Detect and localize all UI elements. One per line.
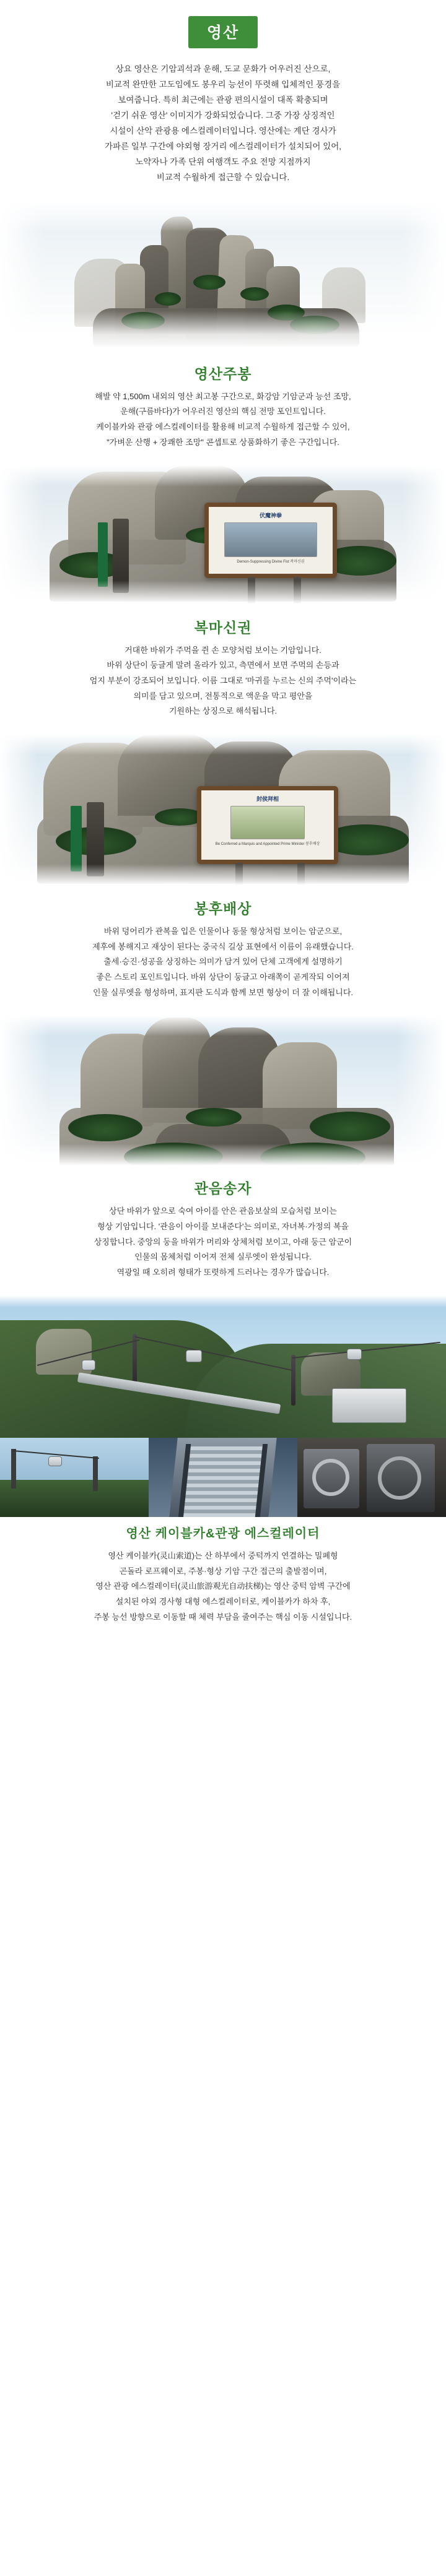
body-line: 제후에 봉해지고 재상이 된다는 중국식 길상 표현에서 이름이 유래했습니다. [92, 941, 354, 951]
photo-escalator-machinery [297, 1438, 446, 1517]
page-title-banner [0, 0, 446, 52]
intro-line: 비교적 수월하게 접근할 수 있습니다. [156, 172, 290, 182]
section-heading-gwaneum: 관음송자 [194, 1180, 252, 1197]
section-body-cable-car [0, 1549, 446, 1640]
photo-cableway-line [0, 1438, 149, 1517]
body-line: "가벼운 산행 + 장쾌한 조망" 콘셉트로 상품화하기 좋은 구간입니다. [107, 437, 339, 447]
section-heading-cable-car: 영산 케이블카&관광 에스컬레이터 [126, 1526, 320, 1541]
intro-line: 노약자나 가족 단위 여행객도 주요 전망 지점까지 [135, 157, 311, 166]
info-signboard-boksa [204, 503, 337, 578]
body-line: 기원하는 상징으로 해석됩니다. [168, 706, 278, 716]
intro-line: 상요 영산은 기암괴석과 운해, 도교 문화가 어우러진 산으로, [115, 64, 331, 74]
intro-line: '걷기 쉬운 영산' 이미지가 강화되었습니다. 그중 가장 상징적인 [111, 110, 335, 120]
intro-line: 비교적 완만한 고도임에도 봉우리 능선이 뚜렷해 입체적인 풍경을 [105, 79, 341, 89]
signboard-photo [224, 522, 317, 557]
body-line: 주봉 능선 방향으로 이동할 때 체력 부담을 줄여주는 핵심 이동 시설입니다. [94, 1612, 352, 1622]
photo-bonghwa [0, 734, 446, 889]
signboard-title: 伏魔神拳 [259, 512, 282, 519]
cableway-pylon [291, 1355, 295, 1406]
body-line: 영산 관광 에스컬레이터(灵山旅游观光自动扶梯)는 영산 중턱 암벽 구간에 [95, 1581, 351, 1591]
body-line: 출세·승진·성공을 상징하는 의미가 담겨 있어 단체 고객에게 설명하기 [103, 957, 343, 967]
cable-car-cabin [347, 1349, 362, 1360]
footer-spacer [0, 1640, 446, 1656]
cable-car-cabin [82, 1360, 95, 1370]
section-body-gwaneum [0, 1204, 446, 1295]
photo-gwaneum [0, 1015, 446, 1169]
intro-line: 시설이 산악 관광용 에스컬레이터입니다. 영산에는 계단 경사가 [110, 126, 336, 136]
body-line: 의미를 담고 있으며, 전통적으로 액운을 막고 평안을 [133, 691, 313, 701]
body-line: 해발 약 1,500m 내외의 영산 최고봉 구간으로, 화강암 기암군과 능선 조망, [95, 391, 351, 401]
body-line: 상단 바위가 앞으로 숙여 아이를 안은 관음보살의 모습처럼 보이는 [109, 1206, 337, 1216]
signboard-photo [230, 806, 305, 839]
body-line: 상징합니다. 중앙의 둥을 바위가 머리와 상체처럼 보이고, 아래 둥근 암군이 [94, 1237, 352, 1247]
photo-cable-car-panorama [0, 1295, 446, 1438]
body-line: 바위 상단이 둥글게 말려 올라가 있고, 측면에서 보면 주먹의 손등과 [107, 660, 339, 670]
photo-boksa-rock [0, 465, 446, 608]
info-signboard-bonghwa [197, 786, 338, 864]
section-body-boksa-rock [0, 643, 446, 734]
station-building [332, 1388, 406, 1423]
green-banner [71, 806, 82, 871]
photo-escalator-interior [149, 1438, 297, 1517]
green-banner [98, 522, 108, 587]
intro-line: 가파른 일부 구간에 야외형 장거리 에스컬레이터가 설치되어 있어, [104, 141, 342, 151]
intro-line: 보여줍니다. 특히 최근에는 관광 편의시설이 대폭 확충되며 [118, 95, 328, 105]
cable-car-cabin [186, 1350, 202, 1362]
body-line: 영산 케이블카(灵山索道)는 산 하부에서 중턱까지 연결하는 밀폐형 [108, 1550, 338, 1560]
signboard-title: 封侯拜相 [256, 795, 279, 802]
section-body-bonghwa [0, 924, 446, 1015]
signboard-subtitle: Demon-Suppressing Divine Fist 복마신권 [237, 560, 305, 564]
photo-yeongsan-main-peak [0, 199, 446, 354]
body-line: 운해(구름바다)가 어우러진 영산의 핵심 전망 포인트입니다. [120, 407, 326, 417]
section-heading-boksa-rock: 복마신권 [194, 619, 252, 636]
body-line: 곤돌라 로프웨이로, 주봉·형상 기암 구간 접근의 출발점이며, [119, 1566, 327, 1576]
section-heading-yeongsan-main-peak: 영산주봉 [194, 365, 252, 382]
body-line: 인물의 몸체처럼 이어져 전체 실루엣이 완성됩니다. [134, 1252, 312, 1262]
body-line: 거대한 바위가 주먹을 쥔 손 모양처럼 보이는 기암입니다. [125, 645, 321, 655]
body-line: 인물 실루엣을 형성하며, 표지판 도식과 함께 보면 형상이 더 잘 이해됩니다. [92, 987, 354, 997]
page-title: 영산 [188, 16, 258, 48]
photo-row-cable-car-details [0, 1438, 446, 1517]
body-line: 엄지 부분이 강조되어 보입니다. 이름 그대로 '마귀를 누르는 신의 주먹'이라는 [89, 675, 357, 685]
body-line: 바위 덩어리가 관복을 입은 인물이나 동물 형상처럼 보이는 암군으로, [103, 926, 343, 936]
section-heading-bonghwa: 봉후배상 [194, 900, 252, 917]
signboard-subtitle: Be Conferred a Marquis and Appointed Prime Minister 봉후배상 [215, 842, 320, 846]
body-line: 형상 기암입니다. '관음이 아이를 보내준다'는 의미로, 자녀복·가정의 복을 [97, 1222, 349, 1232]
body-line: 케이블카와 관광 에스컬레이터를 활용해 비교적 수월하게 접근할 수 있어, [96, 422, 350, 432]
intro-paragraph [0, 52, 446, 199]
section-body-yeongsan-main-peak [0, 389, 446, 465]
body-line: 설치된 야외 경사형 대형 에스컬레이터로, 케이블카가 하차 후, [115, 1596, 331, 1606]
body-line: 좋은 스토리 포인트입니다. 바위 상단이 둥글고 아래쪽이 곧게작되 이어져 [96, 972, 350, 982]
body-line: 역광일 때 오히려 형태가 또렷하게 드러나는 경우가 많습니다. [116, 1268, 330, 1277]
